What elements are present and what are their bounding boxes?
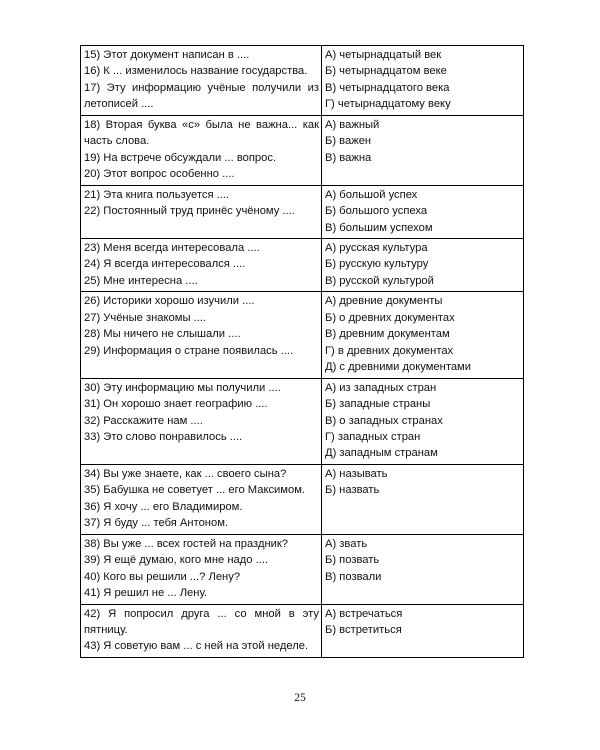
questions-cell [81, 115, 322, 185]
answer-option: Б) позвать [325, 554, 380, 567]
answer-option: Д) с древними документами [325, 361, 471, 374]
answer-option: Б) назвать [325, 484, 380, 497]
question-item: 29) Информация о стране появилась .... [84, 344, 294, 357]
answers-cell [322, 604, 524, 657]
question-item: 18) Вторая буква «с» была не важна... как часть слова. [84, 118, 319, 148]
question-item: 37) Я буду ... тебя Антоном. [84, 517, 228, 530]
table-row [81, 378, 524, 464]
question-item: 24) Я всегда интересовался .... [84, 258, 246, 271]
question-item: 34) Вы уже знаете, как ... своего сына? [84, 467, 287, 480]
questions-cell [81, 292, 322, 378]
answers-cell [322, 292, 524, 378]
questions-cell [81, 604, 322, 657]
table-row [81, 604, 524, 657]
answer-option: А) четырнадцатый век [325, 49, 442, 61]
questions-cell [81, 185, 322, 238]
answer-option: А) называть [325, 467, 388, 480]
table-row [81, 238, 524, 291]
answer-option: В) русской культурой [325, 274, 434, 287]
answers-cell [322, 185, 524, 238]
question-item: 42) Я попросил друга ... со мной в эту пятницу. [84, 607, 319, 636]
question-item: 21) Эта книга пользуется .... [84, 188, 230, 201]
answer-option: Б) западные страны [325, 398, 431, 411]
answer-option: В) позвали [325, 570, 382, 583]
question-item: 31) Он хорошо знает географию .... [84, 398, 268, 411]
question-item: 16) К ... изменилось название государства. [84, 65, 308, 78]
page-number: 25 [294, 692, 306, 704]
question-item: 20) Этот вопрос особенно .... [84, 168, 235, 181]
answer-option: Г) в древних документах [325, 344, 454, 357]
answer-option: А) русская культура [325, 241, 428, 254]
answer-option: Д) западным странам [325, 447, 438, 460]
answer-option: А) большой успех [325, 188, 418, 201]
answer-option: В) о западных странах [325, 414, 443, 427]
question-item: 39) Я ещё думаю, кого мне надо .... [84, 554, 269, 567]
answer-option: Г) четырнадцатому веку [325, 98, 451, 111]
answers-cell [322, 464, 524, 534]
questions-cell [81, 46, 322, 116]
answers-cell [322, 46, 524, 116]
answers-cell [322, 378, 524, 464]
answer-option: Б) важен [325, 135, 372, 148]
answer-option: В) древним документам [325, 328, 450, 341]
answer-option: А) встречаться [325, 607, 403, 620]
questions-cell [81, 378, 322, 464]
answer-option: А) важный [325, 118, 380, 131]
question-item: 15) Этот документ написан в .... [84, 49, 250, 61]
question-item: 22) Постоянный труд принёс учёному .... [84, 205, 295, 218]
answer-option: Б) большого успеха [325, 205, 428, 218]
table-row [81, 464, 524, 534]
question-item: 38) Вы уже ... всех гостей на праздник? [84, 537, 289, 550]
table-row [81, 534, 524, 604]
answers-cell [322, 534, 524, 604]
question-item: 32) Расскажите нам .... [84, 414, 203, 427]
questions-cell [81, 238, 322, 291]
question-item: 40) Кого вы решили ...? Лену? [84, 570, 241, 583]
questions-cell [81, 534, 322, 604]
question-item: 43) Я советую вам ... с ней на этой неделе. [84, 640, 309, 653]
question-item: 26) Историки хорошо изучили .... [84, 295, 255, 308]
question-item: 17) Эту информацию учёные получили из летописей .... [84, 81, 319, 111]
answers-cell [322, 238, 524, 291]
answer-option: Б) о древних документах [325, 311, 455, 324]
answer-option: В) большим успехом [325, 221, 433, 234]
table-row [81, 185, 524, 238]
table-row [81, 115, 524, 185]
answer-option: А) древние документы [325, 295, 443, 308]
table-row [81, 46, 524, 116]
answer-option: В) четырнадцатого века [325, 81, 450, 94]
answer-option: А) из западных стран [325, 381, 437, 394]
question-item: 23) Меня всегда интересовала .... [84, 241, 260, 254]
table-row [81, 292, 524, 378]
exercise-table [80, 45, 524, 658]
question-item: 19) На встрече обсуждали ... вопрос. [84, 151, 277, 164]
answer-option: Б) встретиться [325, 623, 402, 636]
answer-option: Б) четырнадцатом веке [325, 65, 447, 78]
question-item: 35) Бабушка не советует ... его Максимом. [84, 484, 306, 497]
answer-option: Г) западных стран [325, 430, 421, 443]
answers-cell [322, 115, 524, 185]
question-item: 30) Эту информацию мы получили .... [84, 381, 281, 394]
question-item: 33) Это слово понравилось .... [84, 430, 243, 443]
questions-cell [81, 464, 322, 534]
question-item: 27) Учёные знакомы .... [84, 311, 207, 324]
exercise-sheet [80, 45, 518, 658]
question-item: 28) Мы ничего не слышали .... [84, 328, 241, 341]
question-item: 25) Мне интересна .... [84, 274, 198, 287]
question-item: 41) Я решил не ... Лену. [84, 587, 208, 600]
answer-option: В) важна [325, 151, 372, 164]
answer-option: Б) русскую культуру [325, 258, 429, 271]
answer-option: А) звать [325, 537, 368, 550]
question-item: 36) Я хочу ... его Владимиром. [84, 500, 243, 513]
